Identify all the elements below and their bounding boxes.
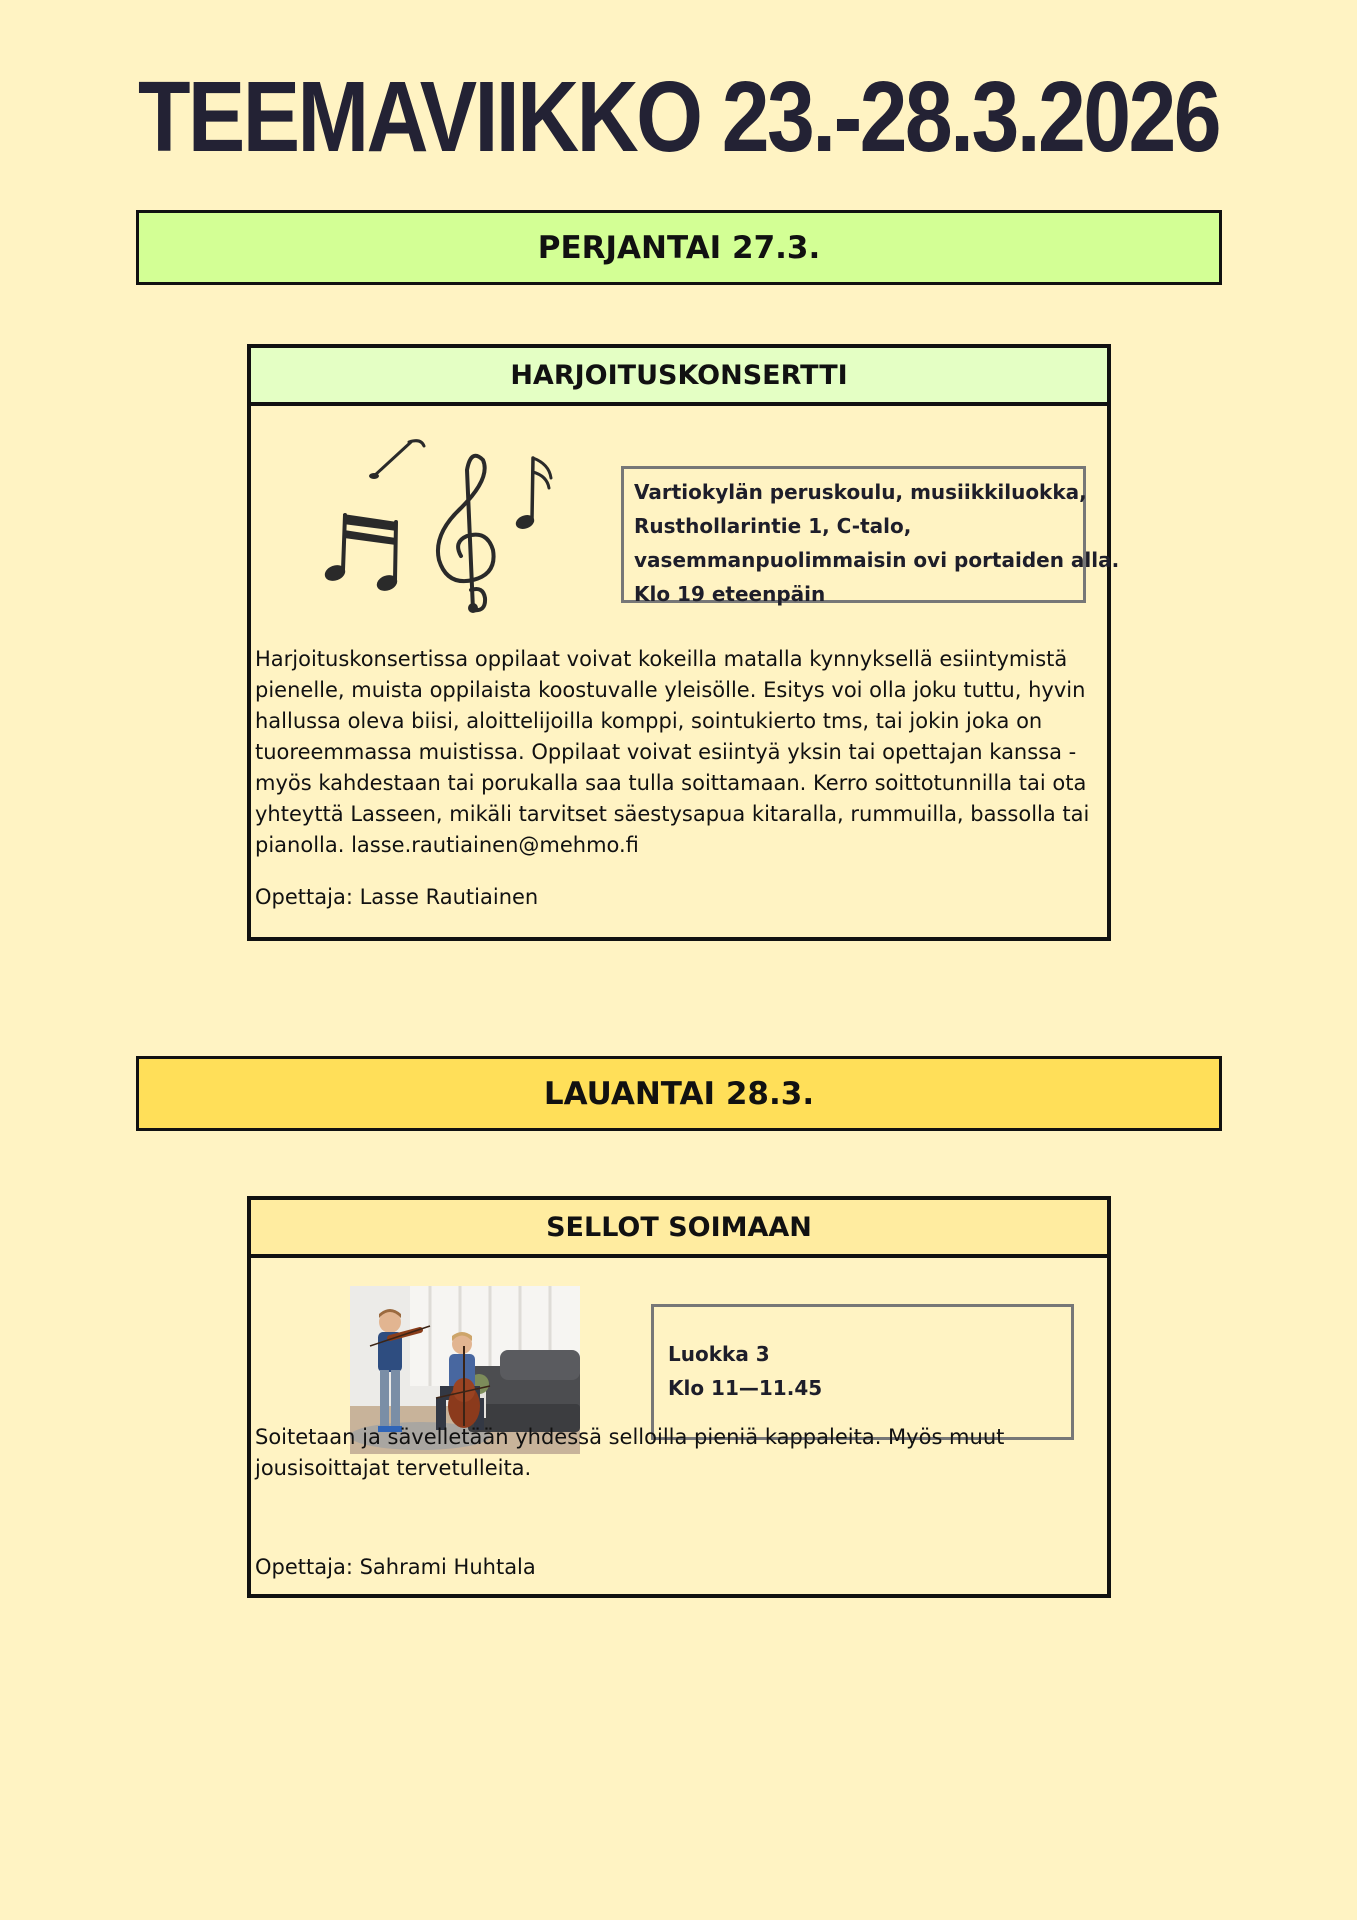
day-heading-saturday: LAUANTAI 28.3. [136,1056,1222,1131]
event-teacher: Opettaja: Sahrami Huhtala [255,1555,536,1579]
event-time-line: Klo 19 eteenpäin [634,582,826,606]
event-info-box [621,466,1120,606]
event-info-box [651,1304,1074,1440]
event-description: Soitetaan ja sävelletään yhdessä selloilla pieniä kappaleita. Myös muut jousisoittajat tervetulleita. [255,1425,1005,1480]
page-title: TEEMAVIIKKO 23.-28.3.2026 [137,61,1220,173]
event-title: SELLOT SOIMAAN [251,1200,1107,1258]
event-location-line: Luokka 3 [668,1342,770,1366]
event-address-line: Rusthollarintie 1, C-talo, [634,514,912,538]
music-notes-icon [321,430,561,616]
day-heading-friday: PERJANTAI 27.3. [136,210,1222,285]
event-location-line: Vartiokylän peruskoulu, musiikkiluokka, [634,480,1087,504]
event-time-line: Klo 11—11.45 [668,1376,823,1400]
event-card-sellot-soimaan [247,1196,1111,1598]
event-description: Harjoituskonsertissa oppilaat voivat kokeilla matalla kynnyksellä esiintymistä pienelle, muista oppilaista koostuvalle yleisölle. Esitys voi olla joku tuttu, hyvin hallussa oleva biisi, aloittelijoilla komppi, sointukierto tms, tai jokin joka on tuoreemmassa muistissa. Oppilaat voivat esiintyä yksin tai opettajan kanssa - myös kahdestaan tai porukalla saa tulla soittamaan. Kerro soittotunnilla tai ota yhteyttä Lasseen, mikäli tarvitset säestysapua kitaralla, rummuilla, bassolla tai pianolla. lasse.rautiainen@mehmo.fi [255,647,1090,857]
event-title: HARJOITUSKONSERTTI [251,348,1107,406]
event-teacher: Opettaja: Lasse Rautiainen [255,885,539,909]
event-card-harjoituskonsertti [247,344,1120,941]
event-door-line: vasemmanpuolimmaisin ovi portaiden alla. [634,548,1120,572]
